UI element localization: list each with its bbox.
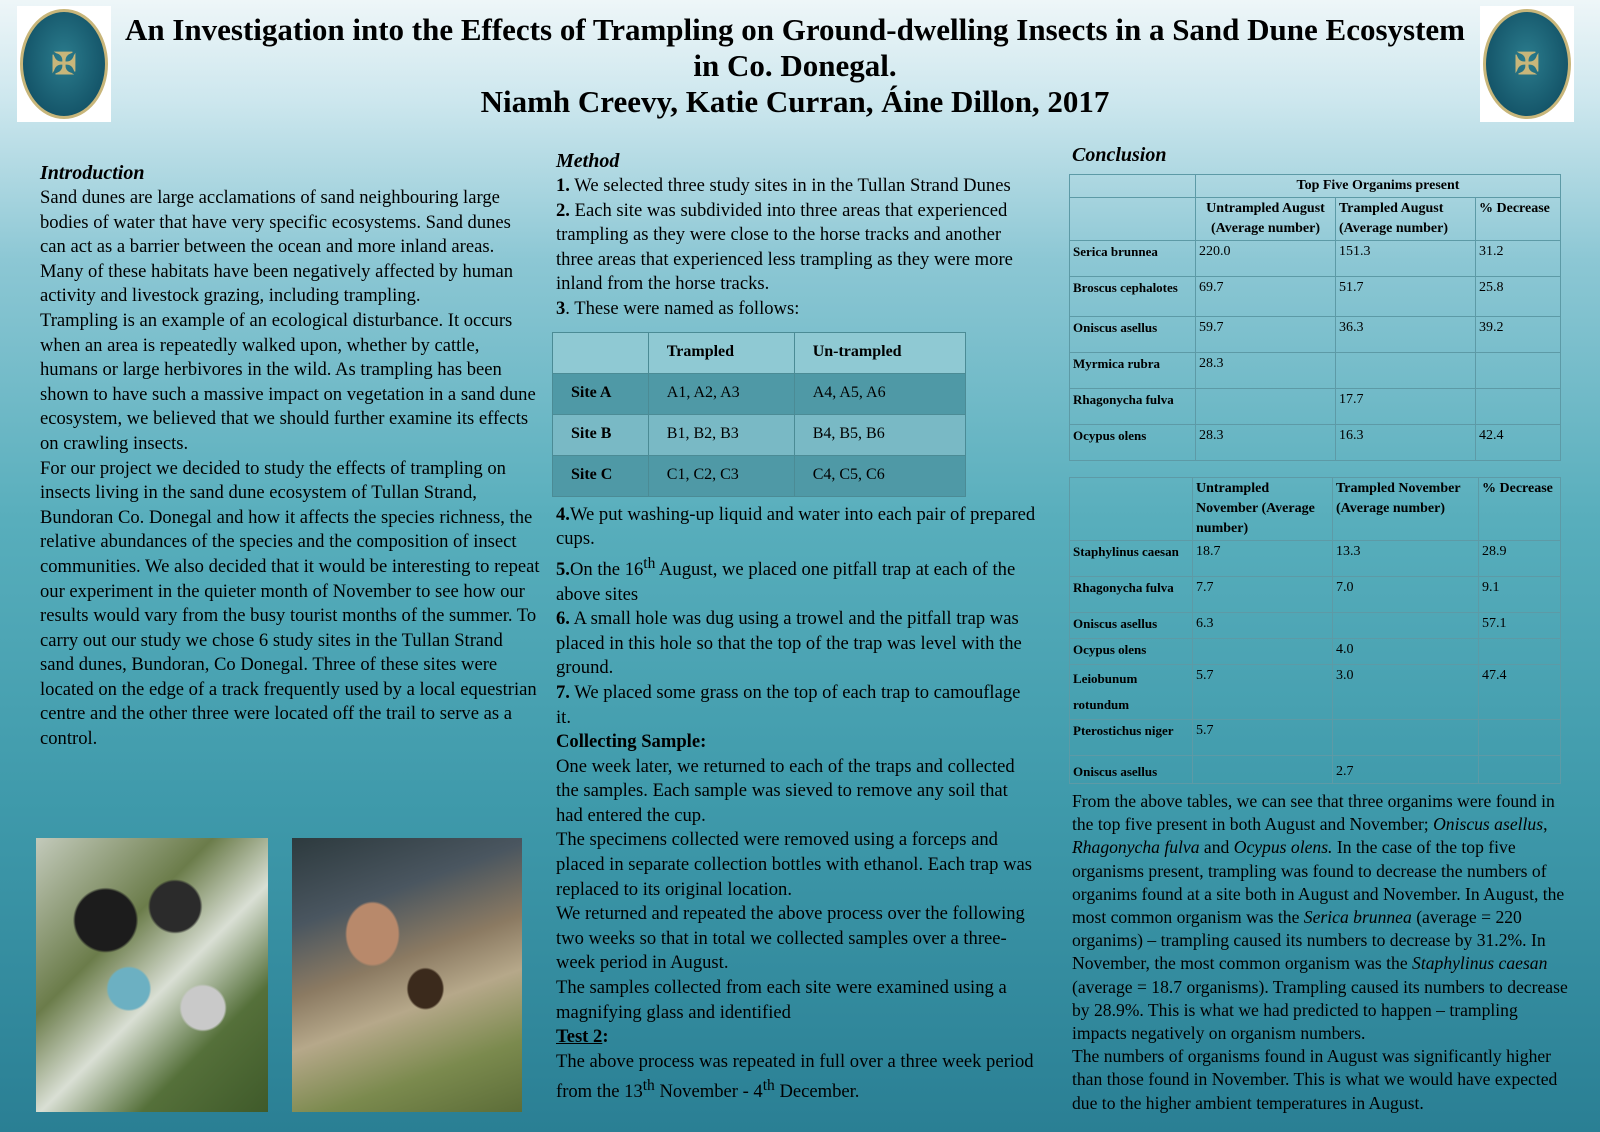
text-run: From the above tables, we can see that three organims were found in the top five present in both August and November;	[1072, 791, 1555, 835]
table-header-cell: % Decrease	[1479, 478, 1561, 541]
school-crest-icon: ✠	[1483, 9, 1571, 119]
table-row	[1070, 756, 1561, 784]
table-header-cell: % Decrease	[1476, 198, 1561, 241]
organism-name: Broscus cephalotes	[1070, 277, 1196, 317]
test2-title: Test 2	[556, 1026, 603, 1048]
table-cell: 47.4	[1479, 665, 1561, 720]
introduction-paragraph: For our project we decided to study the effects of trampling on insects living in the sand dune ecosystem of Tullan Strand, Bundoran Co. Donegal and how it affects the species richness, the relative abundances of the species and the composition of insect communities. We also decided that it would be interesting to repeat our experiment in the quieter month of November to see how our results would vary from the busy tourist months of the summer. To carry out our study we chose 6 study sites in the Tullan Strand sand dunes, Bundoran, Co Donegal. Three of these sites were located on the edge of a track frequently used by a local equestrian centre and the other three were located off the trail to serve as a control.	[40, 457, 540, 750]
table-cell: 31.2	[1476, 241, 1561, 277]
superscript: th	[642, 1077, 655, 1095]
table-row	[1070, 277, 1561, 317]
introduction-title: Introduction	[40, 162, 145, 184]
conclusion-section	[1072, 142, 1572, 1115]
text-run: and	[1199, 837, 1234, 858]
method-step	[556, 681, 1036, 730]
table-header-row	[1070, 198, 1561, 241]
method-step	[556, 174, 1036, 199]
table-row	[553, 455, 966, 496]
table-row	[1070, 639, 1561, 665]
test2-text: The above process was repeated in full over a three week period from the 13	[556, 1050, 1034, 1103]
table-cell: 16.3	[1336, 425, 1476, 461]
table-cell	[1333, 720, 1479, 756]
conclusion-paragraph: The numbers of organisms found in August was significantly higher than those found in November. This is what we would have expected due to the higher ambient temperatures in August.	[1072, 1046, 1558, 1113]
table-header-cell: Trampled November (Average number)	[1333, 478, 1479, 541]
table-row	[1070, 425, 1561, 461]
table-header-cell	[1070, 478, 1193, 541]
table-header-row	[553, 332, 966, 373]
introduction-section	[40, 160, 540, 752]
table-cell: 28.9	[1479, 541, 1561, 577]
conclusion-text	[1072, 790, 1572, 1115]
table-row	[1070, 577, 1561, 613]
table-row	[1070, 665, 1561, 720]
table-cell: B1, B2, B3	[648, 414, 794, 455]
superscript: th	[762, 1077, 775, 1095]
organism-name: Rhagonycha fulva	[1070, 389, 1196, 425]
step-number: 2.	[556, 199, 570, 221]
table-header-cell: Un-trampled	[794, 332, 965, 373]
site-label: Site A	[553, 373, 649, 414]
table-cell	[1476, 353, 1561, 389]
organism-name: Ocypus olens	[1070, 425, 1196, 461]
table-header-row	[1070, 478, 1561, 541]
table-row	[553, 414, 966, 455]
method-section	[556, 148, 1036, 1105]
collecting-paragraph: We returned and repeated the above process over the following two weeks so that in total we collected samples over a three-week period in August.	[556, 903, 1025, 974]
november-table	[1069, 477, 1561, 784]
step-number: 7.	[556, 681, 570, 703]
school-logo-right	[1480, 6, 1574, 122]
table-cell: C4, C5, C6	[794, 455, 965, 496]
table-row	[553, 373, 966, 414]
conclusion-paragraph	[1072, 790, 1572, 1045]
species-name: Oniscus asellus	[1433, 814, 1544, 835]
test2-paragraph	[556, 1050, 1036, 1105]
step-text: We put washing-up liquid and water into each pair of prepared cups.	[556, 503, 1036, 550]
table-cell: 5.7	[1193, 665, 1333, 720]
table-cell: 28.3	[1196, 353, 1336, 389]
table-cell: 220.0	[1196, 241, 1336, 277]
text-run: (average = 220 organims) – trampling caused its numbers to decrease by 31.2%. In November, the most common organism was the	[1072, 907, 1546, 974]
table-cell	[1193, 756, 1333, 784]
table-cell: 7.7	[1193, 577, 1333, 613]
organism-name: Staphylinus caesan	[1070, 541, 1193, 577]
table-cell	[1479, 720, 1561, 756]
organism-name: Ocypus olens	[1070, 639, 1193, 665]
text-run: ,	[1543, 814, 1548, 835]
table-cell	[1479, 639, 1561, 665]
table-row	[1070, 720, 1561, 756]
collecting-paragraph: The specimens collected were removed using a forceps and placed in separate collection bottles with ethanol. Each trap was replaced to its original location.	[556, 829, 1033, 900]
school-crest-icon: ✠	[20, 9, 108, 119]
table-cell: 17.7	[1336, 389, 1476, 425]
table-cell: 18.7	[1193, 541, 1333, 577]
step-text: We placed some grass on the top of each trap to camouflage it.	[556, 681, 1021, 728]
table-cell: 5.7	[1193, 720, 1333, 756]
table-cell: 6.3	[1193, 613, 1333, 639]
table-cell	[1479, 756, 1561, 784]
table-row	[1070, 541, 1561, 577]
method-title: Method	[556, 150, 620, 172]
site-label: Site B	[553, 414, 649, 455]
table-cell: A4, A5, A6	[794, 373, 965, 414]
table-header-cell: Untrampled November (Average number)	[1193, 478, 1333, 541]
table-header-cell: Untrampled August (Average number)	[1196, 198, 1336, 241]
organism-name: Serica brunnea	[1070, 241, 1196, 277]
species-name: Ocypus olens.	[1233, 837, 1333, 858]
introduction-paragraph: Sand dunes are large acclamations of sand neighbouring large bodies of water that have very specific ecosystems. Sand dunes can act as a barrier between the ocean and more inland areas. Many of these habitats have been negatively affected by human activity and livestock grazing, including trampling.	[40, 187, 514, 307]
table-cell: 7.0	[1333, 577, 1479, 613]
table-cell	[1196, 389, 1336, 425]
test2-colon: :	[602, 1026, 609, 1048]
step-text: We selected three study sites in in the Tullan Strand Dunes	[569, 175, 1011, 196]
step-number: 3	[556, 297, 566, 319]
step-text: On the 16	[569, 558, 644, 580]
collecting-title: Collecting Sample:	[556, 731, 707, 753]
table-header-cell: Trampled	[648, 332, 794, 373]
table-row	[1070, 389, 1561, 425]
step-number: 4.	[556, 503, 570, 525]
table-cell: A1, A2, A3	[648, 373, 794, 414]
introduction-paragraph: Trampling is an example of an ecological disturbance. It occurs when an area is repeatedly walked upon, whether by cattle, humans or large herbivores in the wild. As trampling has been shown to have such a massive impact on vegetation in a sand dune ecosystem, we believed that we should further examine its effects on crawling insects.	[40, 309, 536, 454]
table-cell: 36.3	[1336, 317, 1476, 353]
method-step	[556, 607, 1036, 681]
table-cell: 9.1	[1479, 577, 1561, 613]
step-text: Each site was subdivided into three areas that experienced trampling as they were close to the horse tracks and another three areas that experienced less trampling as they were more inland from the horse tracks.	[556, 199, 1013, 295]
photo-equipment	[36, 838, 268, 1112]
organism-name: Oniscus asellus	[1070, 756, 1193, 784]
sites-table	[552, 332, 966, 497]
table-cell	[1336, 353, 1476, 389]
table-row	[1070, 353, 1561, 389]
table-cell: 59.7	[1196, 317, 1336, 353]
step-number: 5.	[556, 558, 570, 580]
table-cell: 42.4	[1476, 425, 1561, 461]
table-group-header: Top Five Organims present	[1196, 175, 1561, 198]
table-cell	[1333, 613, 1479, 639]
table-cell: 3.0	[1333, 665, 1479, 720]
collecting-paragraph: The samples collected from each site were examined using a magnifying glass and identified	[556, 977, 1007, 1023]
table-cell: C1, C2, C3	[648, 455, 794, 496]
table-cell: 25.8	[1476, 277, 1561, 317]
species-name: Serica brunnea	[1303, 907, 1412, 928]
table-row	[1070, 613, 1561, 639]
table-header-cell	[1070, 198, 1196, 241]
august-table	[1069, 174, 1561, 461]
table-row	[1070, 317, 1561, 353]
step-number: 1.	[556, 175, 570, 196]
collecting-paragraph: One week later, we returned to each of the traps and collected the samples. Each sample was sieved to remove any soil that had entered the cup.	[556, 755, 1015, 826]
organism-name: Oniscus asellus	[1070, 613, 1193, 639]
text-run: In the case of the top five organisms present, trampling was found to decrease the numbers of organims found at a site both in August and November. In August, the most common organism was the	[1072, 837, 1565, 928]
test2-text: December.	[774, 1081, 860, 1103]
method-step	[556, 503, 1036, 552]
poster-title: An Investigation into the Effects of Trampling on Ground-dwelling Insects in a Sand Dune Ecosystem in Co. Donegal.	[124, 12, 1466, 83]
table-cell: 39.2	[1476, 317, 1561, 353]
superscript: th	[643, 554, 656, 572]
organism-name: Leiobunum rotundum	[1070, 665, 1193, 720]
conclusion-title: Conclusion	[1072, 144, 1167, 166]
organism-name: Pterostichus niger	[1070, 720, 1193, 756]
table-header-cell	[553, 332, 649, 373]
method-step	[556, 199, 1036, 297]
table-group-header-row	[1070, 175, 1561, 198]
photo-digging-hole	[292, 838, 522, 1112]
table-cell: 2.7	[1333, 756, 1479, 784]
table-cell: 13.3	[1333, 541, 1479, 577]
table-cell	[1193, 639, 1333, 665]
species-name: Staphylinus caesan	[1412, 953, 1548, 974]
table-cell: 4.0	[1333, 639, 1479, 665]
organism-name: Myrmica rubra	[1070, 353, 1196, 389]
table-cell	[1476, 389, 1561, 425]
step-text: . These were named as follows:	[565, 297, 800, 319]
table-cell: 57.1	[1479, 613, 1561, 639]
step-number: 6.	[556, 608, 570, 630]
poster-authors: Niamh Creevy, Katie Curran, Áine Dillon, 2017	[480, 84, 1110, 119]
test2-text: November - 4	[654, 1081, 763, 1103]
method-step	[556, 552, 1036, 607]
school-logo-left	[17, 6, 111, 122]
table-row	[1070, 241, 1561, 277]
table-cell: B4, B5, B6	[794, 414, 965, 455]
test2-heading	[556, 1025, 1036, 1050]
step-text: A small hole was dug using a trowel and the pitfall trap was placed in this hole so that the top of the trap was level with the ground.	[556, 608, 1022, 679]
text-run: (average = 18.7 organisms). Trampling caused its numbers to decrease by 28.9%. This is what we had predicted to happen – trampling impacts negatively on organism numbers.	[1072, 976, 1568, 1044]
organism-name: Oniscus asellus	[1070, 317, 1196, 353]
site-label: Site C	[553, 455, 649, 496]
table-header-cell	[1070, 175, 1196, 198]
species-name: Rhagonycha fulva	[1072, 837, 1200, 858]
poster-header	[120, 12, 1470, 120]
table-cell: 69.7	[1196, 277, 1336, 317]
organism-name: Rhagonycha fulva	[1070, 577, 1193, 613]
step-text: August, we placed one pitfall trap at each of the above sites	[556, 558, 1016, 605]
method-step	[556, 297, 1036, 322]
table-cell: 51.7	[1336, 277, 1476, 317]
table-cell: 28.3	[1196, 425, 1336, 461]
table-cell: 151.3	[1336, 241, 1476, 277]
table-header-cell: Trampled August (Average number)	[1336, 198, 1476, 241]
